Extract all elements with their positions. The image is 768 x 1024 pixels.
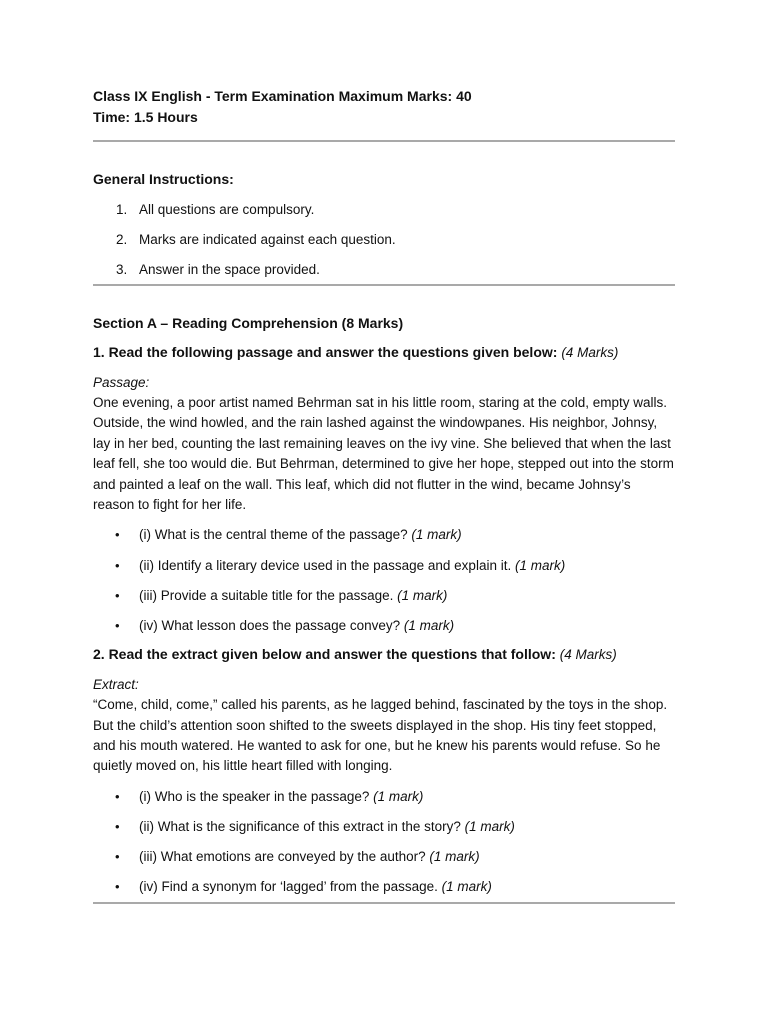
question-2-marks: (4 Marks): [559, 647, 617, 663]
subquestion-item: • (iv) What lesson does the passage convey? (1 mark): [93, 616, 675, 646]
bullet-icon: •: [115, 788, 120, 804]
subquestion-item: • (iii) Provide a suitable title for the passage. (1 mark): [93, 586, 675, 616]
instruction-item: 2. Marks are indicated against each question.: [116, 232, 396, 247]
instruction-item: 1. All questions are compulsory.: [116, 202, 315, 217]
bullet-icon: •: [115, 527, 120, 543]
passage-text: One evening, a poor artist named Behrman sat in his little room, staring at the cold, empty walls. Outside, the wind howled, and the rain lashed against the windowpanes. His neighbor, Johnsy, lay in her bed, counting the last remaining leaves on the ivy vine. She believed that when the last leaf fell, she too would die. But Behrman, determined to give her hope, stepped out into the storm and painted a leaf on the wall. This leaf, which did not flutter in the wind, became Johnsy’s reason to fight for her life.: [93, 395, 674, 513]
subquestion-item: • (i) What is the central theme of the passage? (1 mark): [93, 525, 675, 555]
bullet-icon: •: [115, 849, 120, 865]
extract-label: Extract:: [93, 677, 139, 693]
bullet-icon: •: [115, 819, 120, 834]
subquestion-item: • (ii) What is the significance of this extract in the story? (1 mark): [93, 817, 675, 847]
question-1-prompt: 1. Read the following passage and answer the questions given below: (4 Marks): [93, 344, 619, 360]
extract-text: “Come, child, come,” called his parents, as he lagged behind, fascinated by the toys in the shop. But the child’s attention soon shifted to the sweets displayed in the shop. His tiny feet stopped, and his mouth watered. He wanted to ask for one, but he knew his parents would refuse. So he quietly moved on, his little heart filled with longing.: [93, 697, 668, 774]
exam-title: Class IX English - Term Examination Maximum Marks: 40: [93, 88, 472, 104]
subquestion-item: • (i) Who is the speaker in the passage? (1 mark): [93, 787, 675, 817]
bullet-icon: •: [115, 557, 120, 573]
section-a-heading: Section A – Reading Comprehension (8 Marks): [93, 315, 404, 331]
question-1-subquestions: [93, 525, 675, 646]
bullet-icon: •: [115, 618, 120, 633]
instructions-heading: General Instructions:: [93, 171, 234, 187]
bullet-icon: •: [115, 587, 120, 603]
question-1-marks: (4 Marks): [561, 345, 619, 360]
question-2-subquestions: [93, 787, 675, 908]
divider: [93, 140, 675, 142]
subquestion-item: • (iii) What emotions are conveyed by the author? (1 mark): [93, 847, 675, 877]
instruction-item: 3. Answer in the space provided.: [116, 262, 320, 277]
bullet-icon: •: [115, 879, 120, 895]
exam-time: Time: 1.5 Hours: [93, 109, 198, 125]
document-content: [93, 86, 675, 904]
passage-label: Passage:: [93, 375, 150, 390]
subquestion-item: • (ii) Identify a literary device used in the passage and explain it. (1 mark): [93, 556, 675, 586]
subquestion-item: • (iv) Find a synonym for ‘lagged’ from the passage. (1 mark): [93, 877, 675, 907]
instructions-list: [93, 200, 675, 290]
question-2-prompt: 2. Read the extract given below and answer the questions that follow: (4 Marks): [93, 646, 617, 663]
